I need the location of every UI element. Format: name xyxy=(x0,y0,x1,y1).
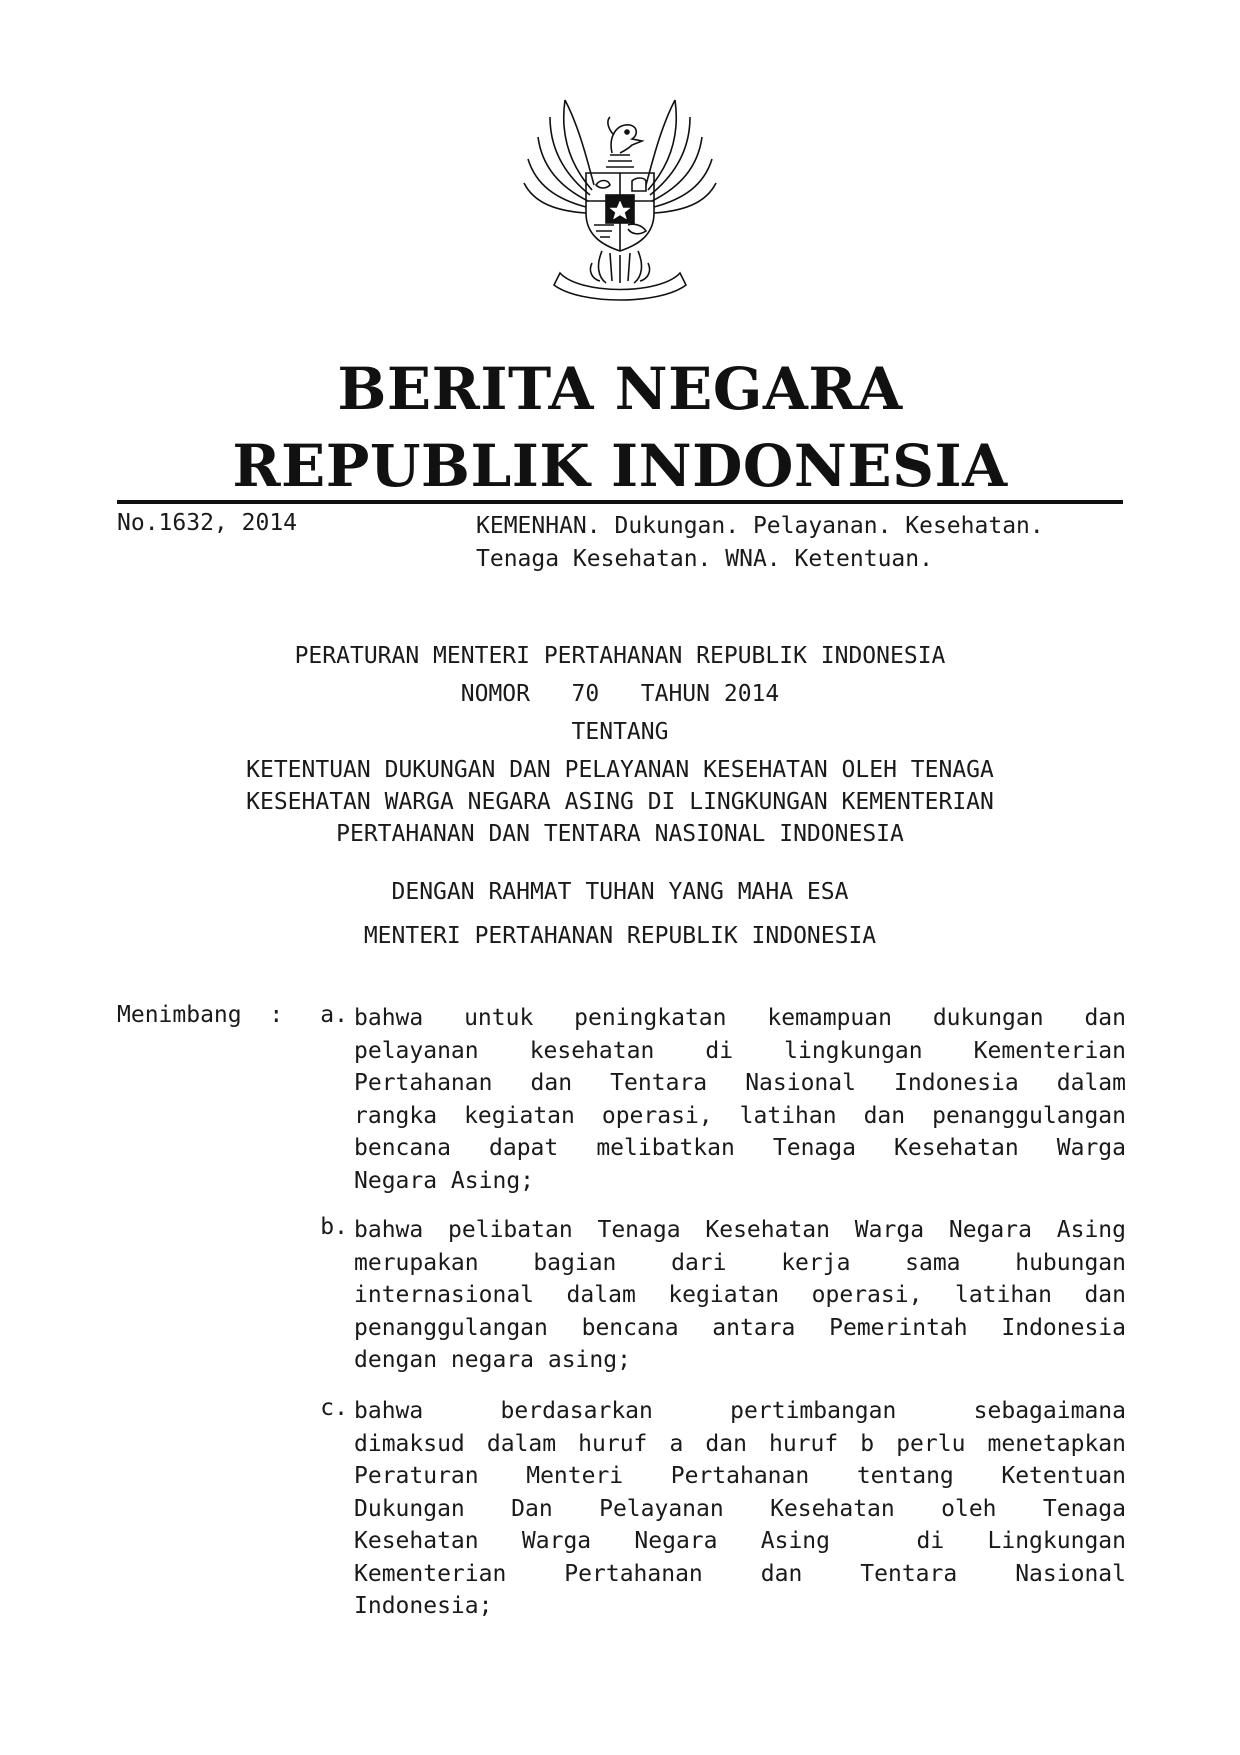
item-text xyxy=(354,1214,1126,1377)
text-line: dengan negara asing; xyxy=(354,1347,631,1373)
item-letter: a. xyxy=(320,1002,348,1028)
regulation-subject: KETENTUAN DUKUNGAN DAN PELAYANAN KESEHATAN OLEH TENAGA xyxy=(246,757,994,783)
item-text xyxy=(354,1002,1126,1197)
text-line: Pertahanan dan Tentara Nasional Indonesia dalam xyxy=(354,1070,1126,1096)
text-line: bahwa pelibatan Tenaga Kesehatan Warga Negara Asing xyxy=(354,1217,1126,1243)
item-text xyxy=(354,1395,1126,1623)
text-line: Peraturan Menteri Pertahanan tentang Ketentuan xyxy=(354,1463,1126,1489)
issue-topic-line: KEMENHAN. Dukungan. Pelayanan. Kesehatan. xyxy=(476,513,1044,539)
text-line: Indonesia; xyxy=(354,1593,493,1619)
text-line: bencana dapat melibatkan Tenaga Kesehatan Warga xyxy=(354,1135,1126,1161)
text-line: penanggulangan bencana antara Pemerintah Indonesia xyxy=(354,1314,1126,1341)
item-letter: b. xyxy=(320,1214,348,1240)
issuer: MENTERI PERTAHANAN REPUBLIK INDONESIA xyxy=(363,923,877,949)
garuda-emblem-icon xyxy=(520,95,720,305)
regulation-number: NOMOR 70 TAHUN 2014 xyxy=(460,681,780,707)
regulation-line: PERATURAN MENTERI PERTAHANAN REPUBLIK INDONESIA xyxy=(294,643,946,669)
text-line: pelayanan kesehatan di lingkungan Kementerian xyxy=(354,1037,1126,1064)
text-line: dimaksud dalam huruf a dan huruf b perlu menetapkan xyxy=(354,1430,1126,1457)
text-line: bahwa untuk peningkatan kemampuan dukungan dan xyxy=(354,1005,1126,1031)
issue-number: No.1632, 2014 xyxy=(117,510,298,536)
text-line: Dukungan Dan Pelayanan Kesehatan oleh Tenaga xyxy=(354,1495,1126,1522)
invocation: DENGAN RAHMAT TUHAN YANG MAHA ESA xyxy=(391,879,849,905)
item-letter: c. xyxy=(320,1395,348,1421)
text-line: Kementerian Pertahanan dan Tentara Nasional xyxy=(354,1560,1126,1587)
text-line: merupakan bagian dari kerja sama hubungan xyxy=(354,1249,1126,1276)
regulation-title xyxy=(0,640,1240,850)
text-line: rangka kegiatan operasi, latihan dan penanggulangan xyxy=(354,1102,1126,1129)
regulation-subject: PERTAHANAN DAN TENTARA NASIONAL INDONESIA xyxy=(336,821,904,847)
text-line: internasional dalam kegiatan operasi, latihan dan xyxy=(354,1282,1126,1308)
text-line: bahwa berdasarkan pertimbangan sebagaimana xyxy=(354,1398,1126,1424)
text-line: Kesehatan Warga Negara Asing di Lingkungan xyxy=(354,1528,1126,1554)
issue-topic xyxy=(476,510,1126,576)
masthead-title: BERITA NEGARA xyxy=(337,355,903,423)
text-line: Negara Asing; xyxy=(354,1167,535,1194)
masthead-subtitle: REPUBLIK INDONESIA xyxy=(232,432,1008,500)
regulation-subject: KESEHATAN WARGA NEGARA ASING DI LINGKUNGAN KEMENTERIAN xyxy=(246,789,994,815)
issue-topic-line: Tenaga Kesehatan. WNA. Ketentuan. xyxy=(476,546,933,572)
regulation-line: TENTANG xyxy=(571,719,669,745)
masthead-rule xyxy=(117,500,1123,504)
considerations-heading: Menimbang : xyxy=(117,1002,284,1028)
